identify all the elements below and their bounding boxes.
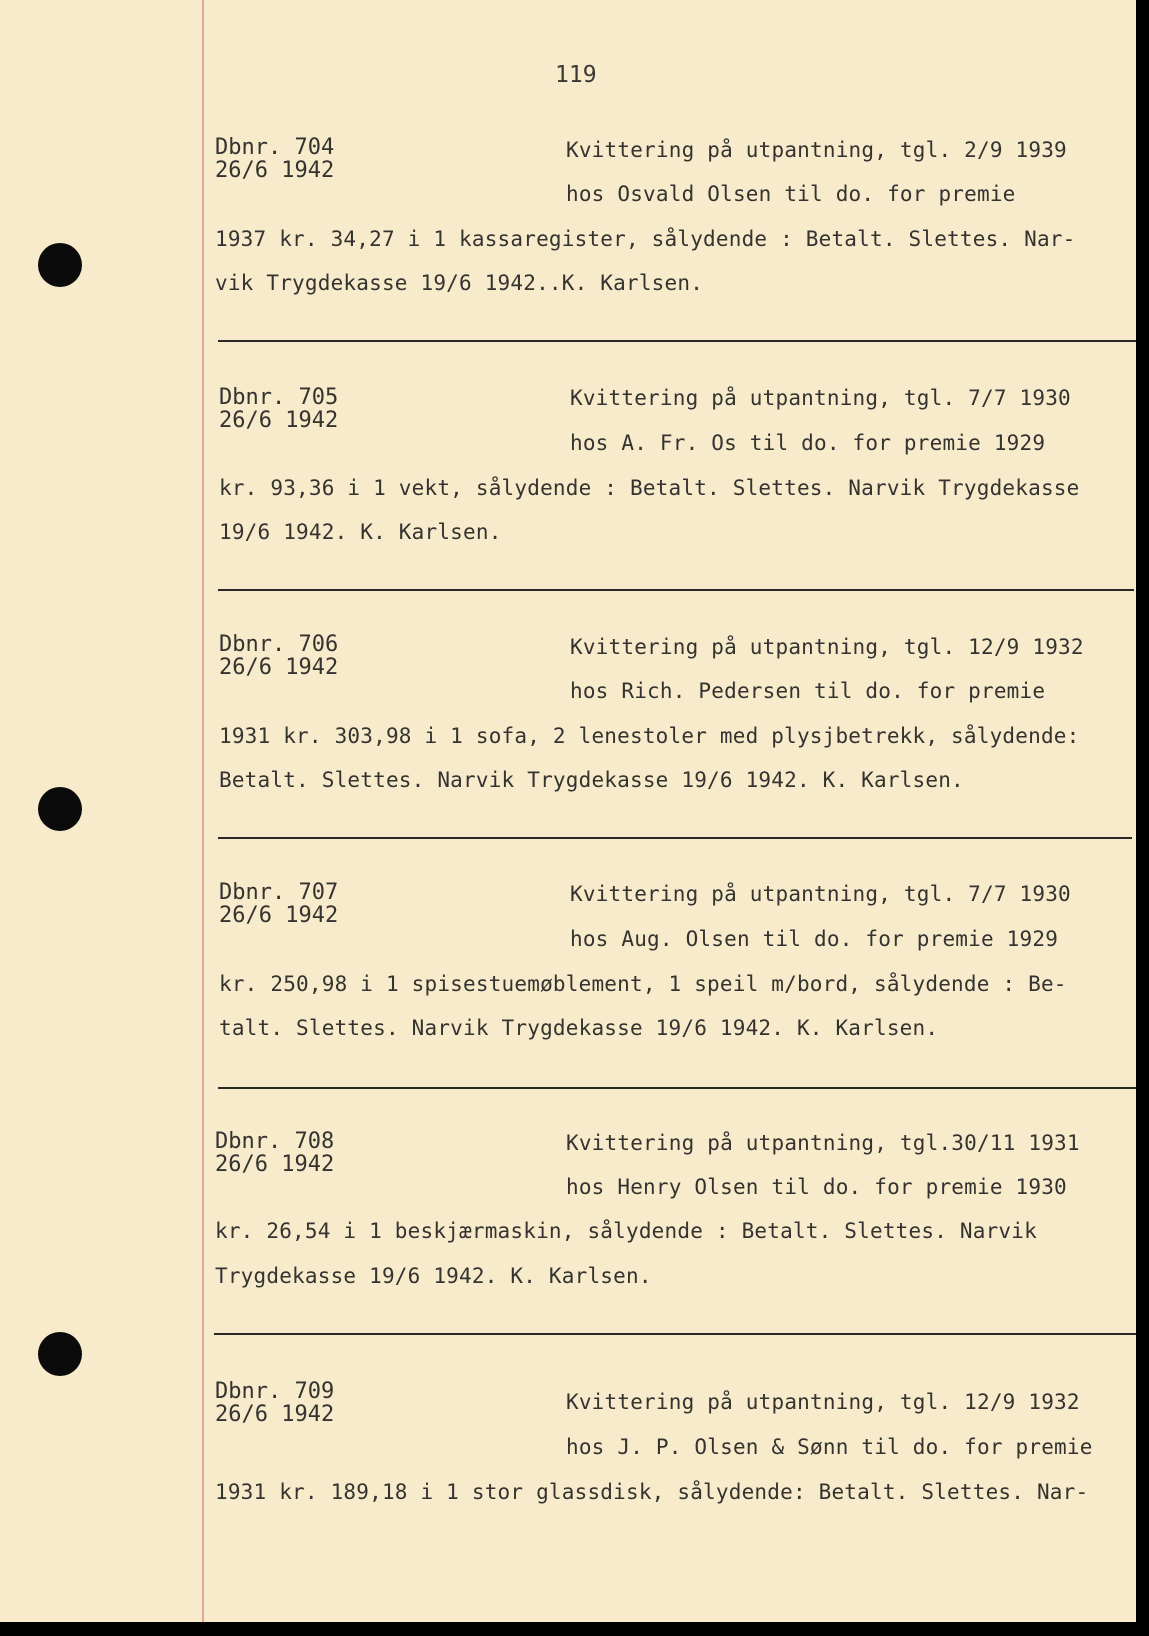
entry-line: Kvittering på utpantning, tgl.30/11 1931 [566, 1131, 1080, 1155]
entry-line: kr. 93,36 i 1 vekt, sålydende : Betalt. Slettes. Narvik Trygdekasse [219, 476, 1080, 500]
entry-line: Kvittering på utpantning, tgl. 7/7 1930 [570, 386, 1071, 410]
entry-date: 26/6 1942 [215, 1152, 335, 1177]
entry-line: 1931 kr. 189,18 i 1 stor glassdisk, sålydende: Betalt. Slettes. Nar- [215, 1480, 1089, 1504]
entry-line: hos Rich. Pedersen til do. for premie [570, 679, 1046, 703]
entry-line: Kvittering på utpantning, tgl. 2/9 1939 [566, 138, 1067, 162]
entry-line: kr. 250,98 i 1 spisestuemøblement, 1 speil m/bord, sålydende : Be- [219, 972, 1067, 996]
entry-date: 26/6 1942 [215, 158, 335, 183]
punch-hole-bottom [38, 1332, 82, 1376]
entry-separator [218, 340, 1136, 342]
entry-line: Trygdekasse 19/6 1942. K. Karlsen. [215, 1264, 652, 1288]
entry-dbnr: Dbnr. 708 [215, 1129, 335, 1154]
entry-line: 1931 kr. 303,98 i 1 sofa, 2 lenestoler med plysjbetrekk, sålydende: [219, 724, 1080, 748]
entry-separator [218, 837, 1132, 839]
entry-separator [214, 1333, 1136, 1335]
entry-separator [218, 1087, 1136, 1089]
entry-line: 1937 kr. 34,27 i 1 kassaregister, sålydende : Betalt. Slettes. Nar- [215, 227, 1076, 251]
entry-line: Kvittering på utpantning, tgl. 7/7 1930 [570, 882, 1071, 906]
entry-line: hos J. P. Olsen & Sønn til do. for premie [566, 1435, 1093, 1459]
entry-dbnr: Dbnr. 706 [219, 632, 339, 657]
entry-line: hos Aug. Olsen til do. for premie 1929 [570, 927, 1059, 951]
entry-line: kr. 26,54 i 1 beskjærmaskin, sålydende : Betalt. Slettes. Narvik [215, 1219, 1037, 1243]
punch-hole-middle [38, 787, 82, 831]
entry-line: vik Trygdekasse 19/6 1942..K. Karlsen. [215, 271, 704, 295]
entry-line: Betalt. Slettes. Narvik Trygdekasse 19/6 1942. K. Karlsen. [219, 768, 964, 792]
entry-dbnr: Dbnr. 709 [215, 1379, 335, 1404]
entry-line: hos Osvald Olsen til do. for premie [566, 182, 1016, 206]
entry-separator [218, 589, 1134, 591]
entry-dbnr: Dbnr. 707 [219, 880, 339, 905]
page-number: 119 [555, 62, 597, 88]
entry-date: 26/6 1942 [219, 655, 339, 680]
entry-line: 19/6 1942. K. Karlsen. [219, 520, 502, 544]
entry-line: talt. Slettes. Narvik Trygdekasse 19/6 1942. K. Karlsen. [219, 1016, 939, 1040]
entry-date: 26/6 1942 [219, 408, 339, 433]
entry-dbnr: Dbnr. 704 [215, 135, 335, 160]
entry-line: hos A. Fr. Os til do. for premie 1929 [570, 431, 1046, 455]
entry-dbnr: Dbnr. 705 [219, 385, 339, 410]
entry-line: Kvittering på utpantning, tgl. 12/9 1932 [566, 1390, 1080, 1414]
entry-date: 26/6 1942 [219, 903, 339, 928]
entry-date: 26/6 1942 [215, 1402, 335, 1427]
punch-hole-top [38, 243, 82, 287]
entry-line: Kvittering på utpantning, tgl. 12/9 1932 [570, 635, 1084, 659]
entry-line: hos Henry Olsen til do. for premie 1930 [566, 1175, 1067, 1199]
margin-rule [202, 0, 204, 1622]
